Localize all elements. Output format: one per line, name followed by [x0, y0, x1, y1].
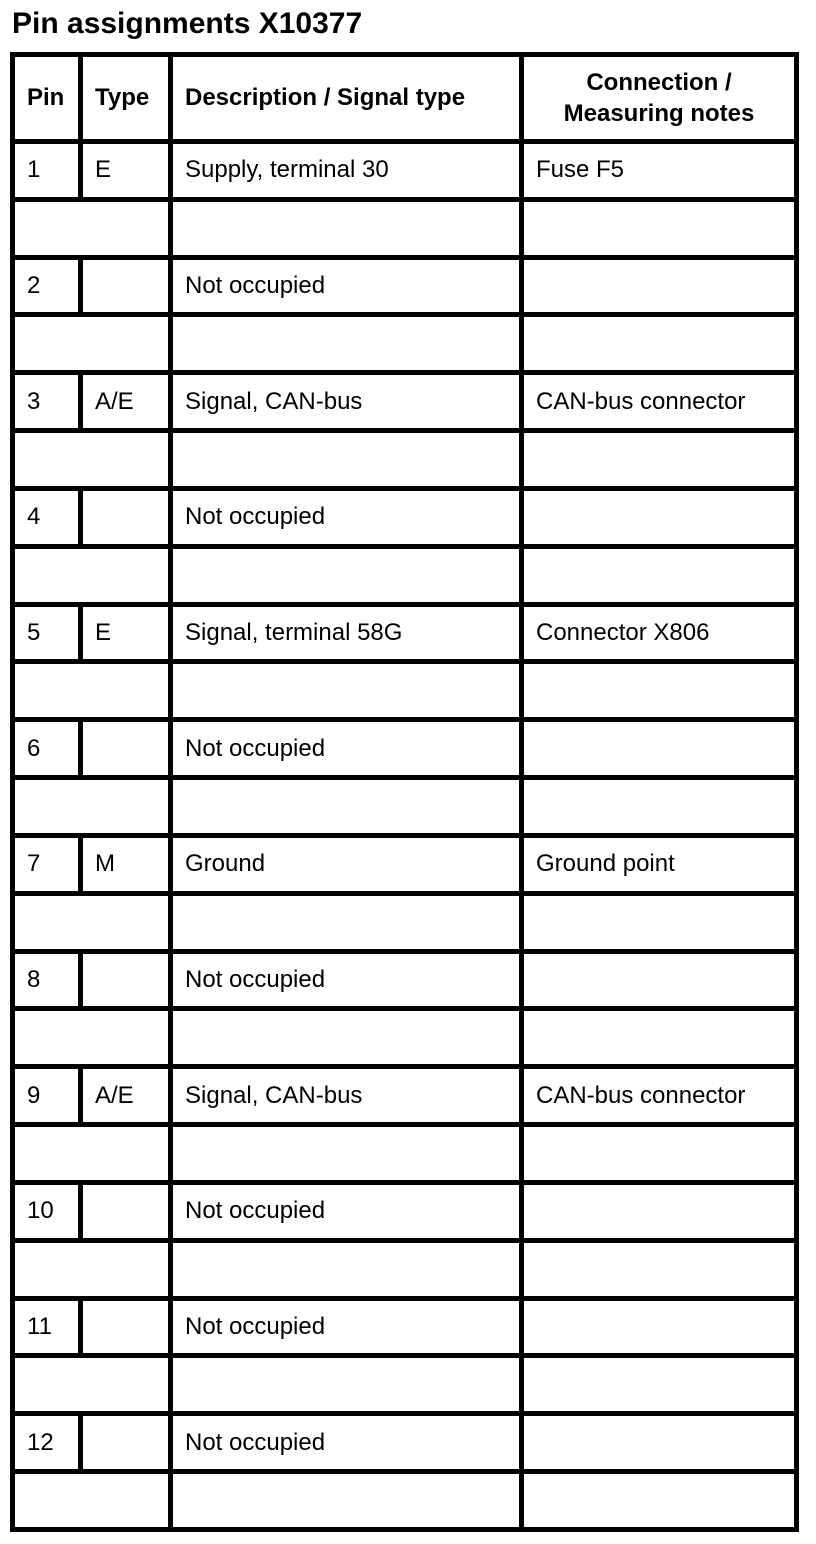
type-cell [81, 1182, 171, 1240]
spacer-row [13, 1472, 797, 1530]
spacer-cell [522, 431, 797, 489]
pin-cell: 5 [13, 604, 81, 662]
table-row [13, 1298, 797, 1356]
spacer-row [13, 662, 797, 720]
spacer-row [13, 893, 797, 951]
spacer-cell [13, 315, 171, 373]
pin-cell: 10 [13, 1182, 81, 1240]
table-row [13, 604, 797, 662]
pin-cell: 9 [13, 1067, 81, 1125]
spacer-cell [171, 1356, 522, 1414]
spacer-row [13, 1009, 797, 1067]
spacer-cell [13, 431, 171, 489]
pin-cell: 8 [13, 951, 81, 1009]
pin-cell: 4 [13, 488, 81, 546]
connection-cell: CAN-bus connector [522, 373, 797, 431]
type-cell: A/E [81, 1067, 171, 1125]
description-cell: Ground [171, 835, 522, 893]
spacer-cell [522, 662, 797, 720]
type-cell [81, 720, 171, 778]
header-connection [522, 55, 797, 142]
header-description: Description / Signal type [171, 55, 522, 142]
description-cell: Signal, terminal 58G [171, 604, 522, 662]
description-cell: Signal, CAN-bus [171, 373, 522, 431]
description-cell: Not occupied [171, 1182, 522, 1240]
connection-cell: Connector X806 [522, 604, 797, 662]
connection-cell [522, 257, 797, 315]
pin-cell: 7 [13, 835, 81, 893]
pin-rows [13, 142, 797, 1530]
spacer-cell [522, 893, 797, 951]
pin-cell: 6 [13, 720, 81, 778]
spacer-cell [13, 1472, 171, 1530]
spacer-row [13, 546, 797, 604]
type-cell [81, 951, 171, 1009]
connection-cell [522, 951, 797, 1009]
pin-cell: 2 [13, 257, 81, 315]
spacer-cell [171, 778, 522, 836]
table-row [13, 1067, 797, 1125]
type-cell [81, 1414, 171, 1472]
spacer-cell [171, 431, 522, 489]
spacer-cell [171, 199, 522, 257]
spacer-cell [171, 1472, 522, 1530]
connection-cell [522, 720, 797, 778]
type-cell: M [81, 835, 171, 893]
spacer-cell [13, 1356, 171, 1414]
header-row [13, 55, 797, 142]
type-cell [81, 1298, 171, 1356]
spacer-cell [522, 1125, 797, 1183]
header-connection-line1: Connection / [586, 69, 732, 96]
type-cell: E [81, 142, 171, 200]
table-row [13, 488, 797, 546]
description-cell: Not occupied [171, 951, 522, 1009]
table-row [13, 142, 797, 200]
spacer-cell [171, 1009, 522, 1067]
type-cell: E [81, 604, 171, 662]
connection-cell: Fuse F5 [522, 142, 797, 200]
table-row [13, 1182, 797, 1240]
connection-cell [522, 1414, 797, 1472]
description-cell: Not occupied [171, 257, 522, 315]
spacer-cell [171, 315, 522, 373]
table-row [13, 720, 797, 778]
pin-cell: 11 [13, 1298, 81, 1356]
table-row [13, 257, 797, 315]
connection-cell [522, 1298, 797, 1356]
spacer-cell [13, 546, 171, 604]
connection-cell: Ground point [522, 835, 797, 893]
spacer-cell [13, 778, 171, 836]
spacer-row [13, 431, 797, 489]
spacer-cell [13, 199, 171, 257]
spacer-cell [13, 1009, 171, 1067]
spacer-row [13, 1125, 797, 1183]
connection-cell [522, 488, 797, 546]
header-type: Type [81, 55, 171, 142]
type-cell [81, 257, 171, 315]
description-cell: Not occupied [171, 720, 522, 778]
pin-cell: 1 [13, 142, 81, 200]
spacer-row [13, 315, 797, 373]
description-cell: Signal, CAN-bus [171, 1067, 522, 1125]
header-connection-line2: Measuring notes [563, 100, 755, 127]
description-cell: Not occupied [171, 1298, 522, 1356]
spacer-cell [13, 893, 171, 951]
pin-cell: 12 [13, 1414, 81, 1472]
pin-cell: 3 [13, 373, 81, 431]
spacer-cell [171, 662, 522, 720]
spacer-row [13, 1356, 797, 1414]
page-title: Pin assignments X10377 [12, 7, 363, 40]
spacer-cell [522, 778, 797, 836]
type-cell [81, 488, 171, 546]
table-row [13, 835, 797, 893]
spacer-cell [522, 1472, 797, 1530]
spacer-cell [13, 1125, 171, 1183]
spacer-cell [522, 315, 797, 373]
spacer-cell [522, 1009, 797, 1067]
spacer-cell [171, 893, 522, 951]
header-pin: Pin [13, 55, 81, 142]
table-row [13, 373, 797, 431]
type-cell: A/E [81, 373, 171, 431]
description-cell: Not occupied [171, 1414, 522, 1472]
table-row [13, 1414, 797, 1472]
description-cell: Supply, terminal 30 [171, 142, 522, 200]
connection-cell: CAN-bus connector [522, 1067, 797, 1125]
spacer-cell [13, 662, 171, 720]
spacer-row [13, 199, 797, 257]
description-cell: Not occupied [171, 488, 522, 546]
spacer-cell [171, 1240, 522, 1298]
spacer-cell [522, 199, 797, 257]
spacer-cell [522, 1240, 797, 1298]
table-row [13, 951, 797, 1009]
spacer-cell [171, 1125, 522, 1183]
spacer-cell [13, 1240, 171, 1298]
spacer-row [13, 1240, 797, 1298]
spacer-cell [171, 546, 522, 604]
connection-cell [522, 1182, 797, 1240]
spacer-cell [522, 1356, 797, 1414]
pin-assignment-table [10, 52, 799, 1532]
spacer-cell [522, 546, 797, 604]
spacer-row [13, 778, 797, 836]
